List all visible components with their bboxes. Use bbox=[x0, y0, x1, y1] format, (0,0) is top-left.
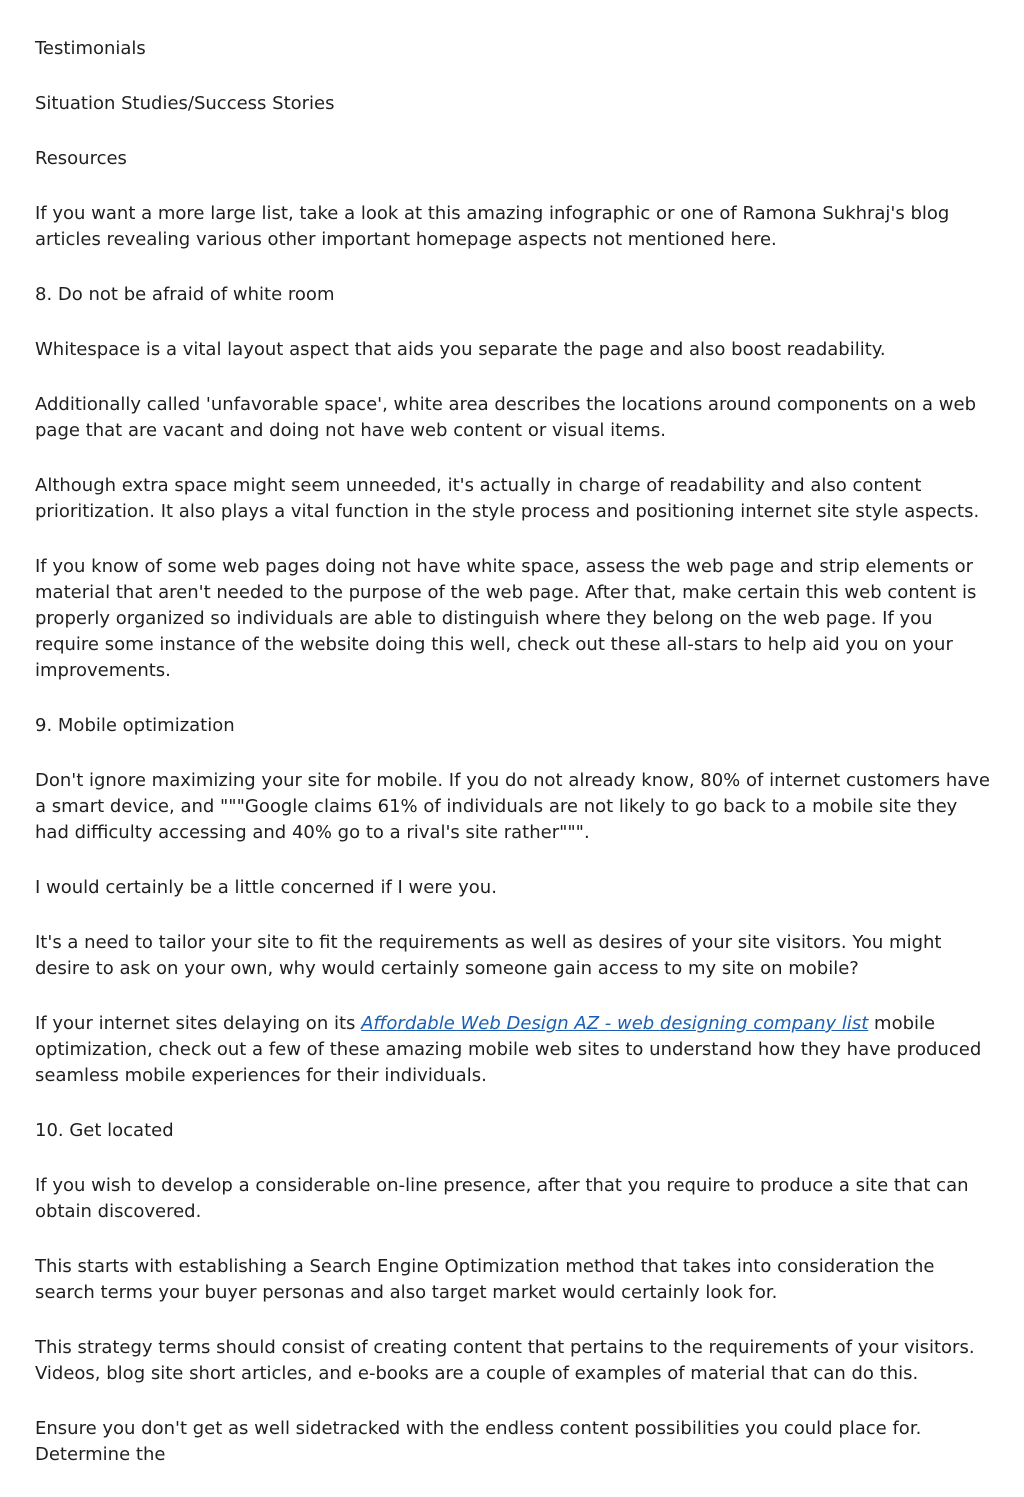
paragraph-large-list: If you want a more large list, take a look at this amazing infographic or one of Ramona Sukhraj's blog articles revealing various other important homepage aspects not mentioned here. bbox=[35, 203, 950, 250]
paragraph-testimonials: Testimonials bbox=[35, 38, 146, 59]
heading-white-room: 8. Do not be afraid of white room bbox=[35, 284, 335, 305]
heading-mobile-optimization: 9. Mobile optimization bbox=[35, 715, 235, 736]
paragraph-extra-space: Although extra space might seem unneeded, it's actually in charge of readability and also content prioritization. It also plays a vital function in the style process and positioning internet site style aspects. bbox=[35, 475, 980, 522]
paragraph-mobile-stats: Don't ignore maximizing your site for mobile. If you do not already know, 80% of internet customers have a smart device, and """Google claims 61% of individuals are not likely to go back to a mobile site they had difficulty accessing and 40% go to a rival's site rather""". bbox=[35, 770, 990, 843]
heading-get-located: 10. Get located bbox=[35, 1120, 174, 1141]
paragraph-resources: Resources bbox=[35, 148, 127, 169]
document-body bbox=[35, 36, 995, 1497]
paragraph-whitespace: Whitespace is a vital layout aspect that aids you separate the page and also boost readability. bbox=[35, 339, 886, 360]
paragraph-concerned: I would certainly be a little concerned if I were you. bbox=[35, 877, 497, 898]
paragraph-delaying-before: If your internet sites delaying on its bbox=[35, 1013, 362, 1034]
paragraph-sidetracked: Ensure you don't get as well sidetracked with the endless content possibilities you could place for. Determine the bbox=[35, 1418, 922, 1465]
paragraph-seo-method: This starts with establishing a Search Engine Optimization method that takes into consideration the search terms your buyer personas and also target market would certainly look for. bbox=[35, 1256, 935, 1303]
paragraph-web-pages: If you know of some web pages doing not have white space, assess the web page and strip elements or material that aren't needed to the purpose of the web page. After that, make certain this web content is properly organized so individuals are able to distinguish where they belong on the web page. If you require some instance of the website doing this well, check out these all-stars to help aid you on your improvements. bbox=[35, 556, 977, 681]
paragraph-delaying-after: mobile optimization, check out a few of these amazing mobile web sites to understand how they have produced seamless mobile experiences for their individuals. bbox=[35, 1013, 982, 1086]
paragraph-delaying bbox=[35, 1011, 995, 1089]
affordable-web-design-link[interactable]: Affordable Web Design AZ - web designing company list bbox=[361, 1013, 869, 1034]
paragraph-situation-studies: Situation Studies/Success Stories bbox=[35, 93, 335, 114]
paragraph-unfavorable-space: Additionally called 'unfavorable space', white area describes the locations around components on a web page that are vacant and doing not have web content or visual items. bbox=[35, 394, 976, 441]
paragraph-tailor-site: It's a need to tailor your site to fit the requirements as well as desires of your site visitors. You might desire to ask on your own, why would certainly someone gain access to my site on mobile? bbox=[35, 932, 942, 979]
paragraph-strategy-terms: This strategy terms should consist of creating content that pertains to the requirements of your visitors. Videos, blog site short articles, and e-books are a couple of examples of material that can do this. bbox=[35, 1337, 975, 1384]
paragraph-online-presence: If you wish to develop a considerable on-line presence, after that you require to produce a site that can obtain discovered. bbox=[35, 1175, 969, 1222]
